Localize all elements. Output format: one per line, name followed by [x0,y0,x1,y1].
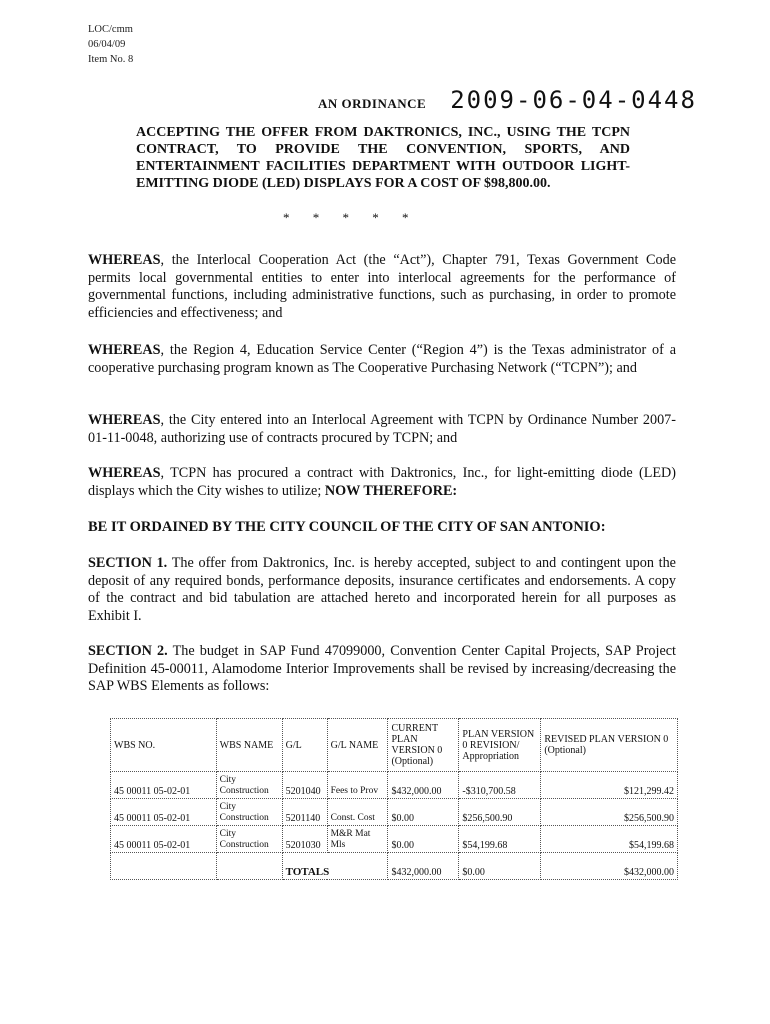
table-header-row [111,719,678,772]
whereas-paragraph-2 [88,342,676,377]
section-2-paragraph [88,643,676,696]
column-header-revised-plan: REVISED PLAN VERSION 0 (Optional) [541,719,678,772]
column-header-wbs-name: WBS NAME [216,719,282,772]
cell-gl-name: Const. Cost [327,799,388,826]
cell-plan-revision: $256,500.90 [459,799,541,826]
author-initials: LOC/cmm [88,24,133,35]
totals-current: $432,000.00 [388,853,459,880]
whereas-lead: WHEREAS [88,342,161,358]
ordinance-title: ACCEPTING THE OFFER FROM DAKTRONICS, INC., USING THE TCPN CONTRACT, TO PROVIDE THE CONVENTION, SPORTS, AND ENTERTAINMENT FACILITIES DEPARTMENT WITH OUTDOOR LIGHT-EMITTING DIODE (LED) DISPLAYS FOR A COST OF $98,800.00. [136,125,630,191]
cell-wbs-no: 45 00011 05-02-01 [111,826,217,853]
item-number: Item No. 8 [88,54,134,65]
whereas-lead: WHEREAS [88,412,161,428]
paragraph-text: The offer from Daktronics, Inc. is hereby accepted, subject to and contingent upon the deposit of any required bonds, performance deposits, insurance certificates and endorsements. A copy of the contract and bid tabulation are attached hereto and incorporated herein for all purposes as Exhibit I. [88,555,676,624]
ordained-heading: BE IT ORDAINED BY THE CITY COUNCIL OF THE CITY OF SAN ANTONIO: [88,519,606,535]
totals-plan-revision: $0.00 [459,853,541,880]
whereas-lead: WHEREAS [88,252,161,268]
paragraph-text: , the Interlocal Cooperation Act (the “Act”), Chapter 791, Texas Government Code permits local governmental entities to enter into interlocal agreements for the performance of governmental functions, including administrative functions, such as purchasing, in order to promote efficiencies and effectiveness; and [88,252,676,321]
ordinance-number: 2009-06-04-0448 [450,86,697,114]
cell-revised: $54,199.68 [541,826,678,853]
section-divider-stars: * * * * * [283,210,409,225]
paragraph-text: The budget in SAP Fund 47099000, Convention Center Capital Projects, SAP Project Definition 45-00011, Alamodome Interior Improvements shall be revised by increasing/decreasing the SAP WBS Elements as follows: [88,643,676,694]
column-header-current-plan: CURRENT PLAN VERSION 0 (Optional) [388,719,459,772]
cell-current: $0.00 [388,799,459,826]
ordinance-heading [318,86,697,114]
cell-gl: 5201040 [282,772,327,799]
section-1-paragraph [88,555,676,625]
whereas-paragraph-3 [88,412,676,447]
cell-revised: $121,299.42 [541,772,678,799]
whereas-lead: WHEREAS [88,465,161,481]
table-row [111,772,678,799]
cell-empty [216,853,282,880]
cell-gl-name: Fees to Prov [327,772,388,799]
now-therefore: NOW THEREFORE: [321,482,458,499]
wbs-budget-table [110,718,678,880]
table-row [111,826,678,853]
section-lead: SECTION 2. [88,643,168,659]
table-row [111,799,678,826]
section-lead: SECTION 1. [88,555,168,571]
whereas-paragraph-1 [88,252,676,322]
cell-wbs-name: City Construction [216,826,282,853]
cell-plan-revision: -$310,700.58 [459,772,541,799]
totals-revised: $432,000.00 [541,853,678,880]
cell-current: $432,000.00 [388,772,459,799]
column-header-gl-name: G/L NAME [327,719,388,772]
paragraph-text: , the City entered into an Interlocal Agreement with TCPN by Ordinance Number 2007-01-11-0048, authorizing use of contracts procured by TCPN; and [88,412,676,446]
column-header-gl: G/L [282,719,327,772]
cell-plan-revision: $54,199.68 [459,826,541,853]
paragraph-text: , the Region 4, Education Service Center (“Region 4”) is the Texas administrator of a cooperative purchasing program known as The Cooperative Purchasing Network (“TCPN”); and [88,342,676,376]
cell-wbs-name: City Construction [216,799,282,826]
cell-wbs-no: 45 00011 05-02-01 [111,772,217,799]
cell-revised: $256,500.90 [541,799,678,826]
column-header-plan-revision: PLAN VERSION 0 REVISION/ Appropriation [459,719,541,772]
paragraph-text: , TCPN has procured a contract with Daktronics, Inc., for light-emitting diode (LED) displays which the City wishes to utilize; [88,465,676,499]
cell-empty [111,853,217,880]
cell-wbs-name: City Construction [216,772,282,799]
totals-label: TOTALS [282,853,388,880]
cell-gl: 5201030 [282,826,327,853]
document-header-meta [88,22,133,67]
cell-current: $0.00 [388,826,459,853]
cell-gl-name: M&R Mat Mls [327,826,388,853]
cell-gl: 5201140 [282,799,327,826]
table-totals-row [111,853,678,880]
column-header-wbs-no: WBS NO. [111,719,217,772]
document-date: 06/04/09 [88,39,126,50]
cell-wbs-no: 45 00011 05-02-01 [111,799,217,826]
whereas-paragraph-4 [88,465,676,500]
ordinance-label: AN ORDINANCE [318,96,427,111]
